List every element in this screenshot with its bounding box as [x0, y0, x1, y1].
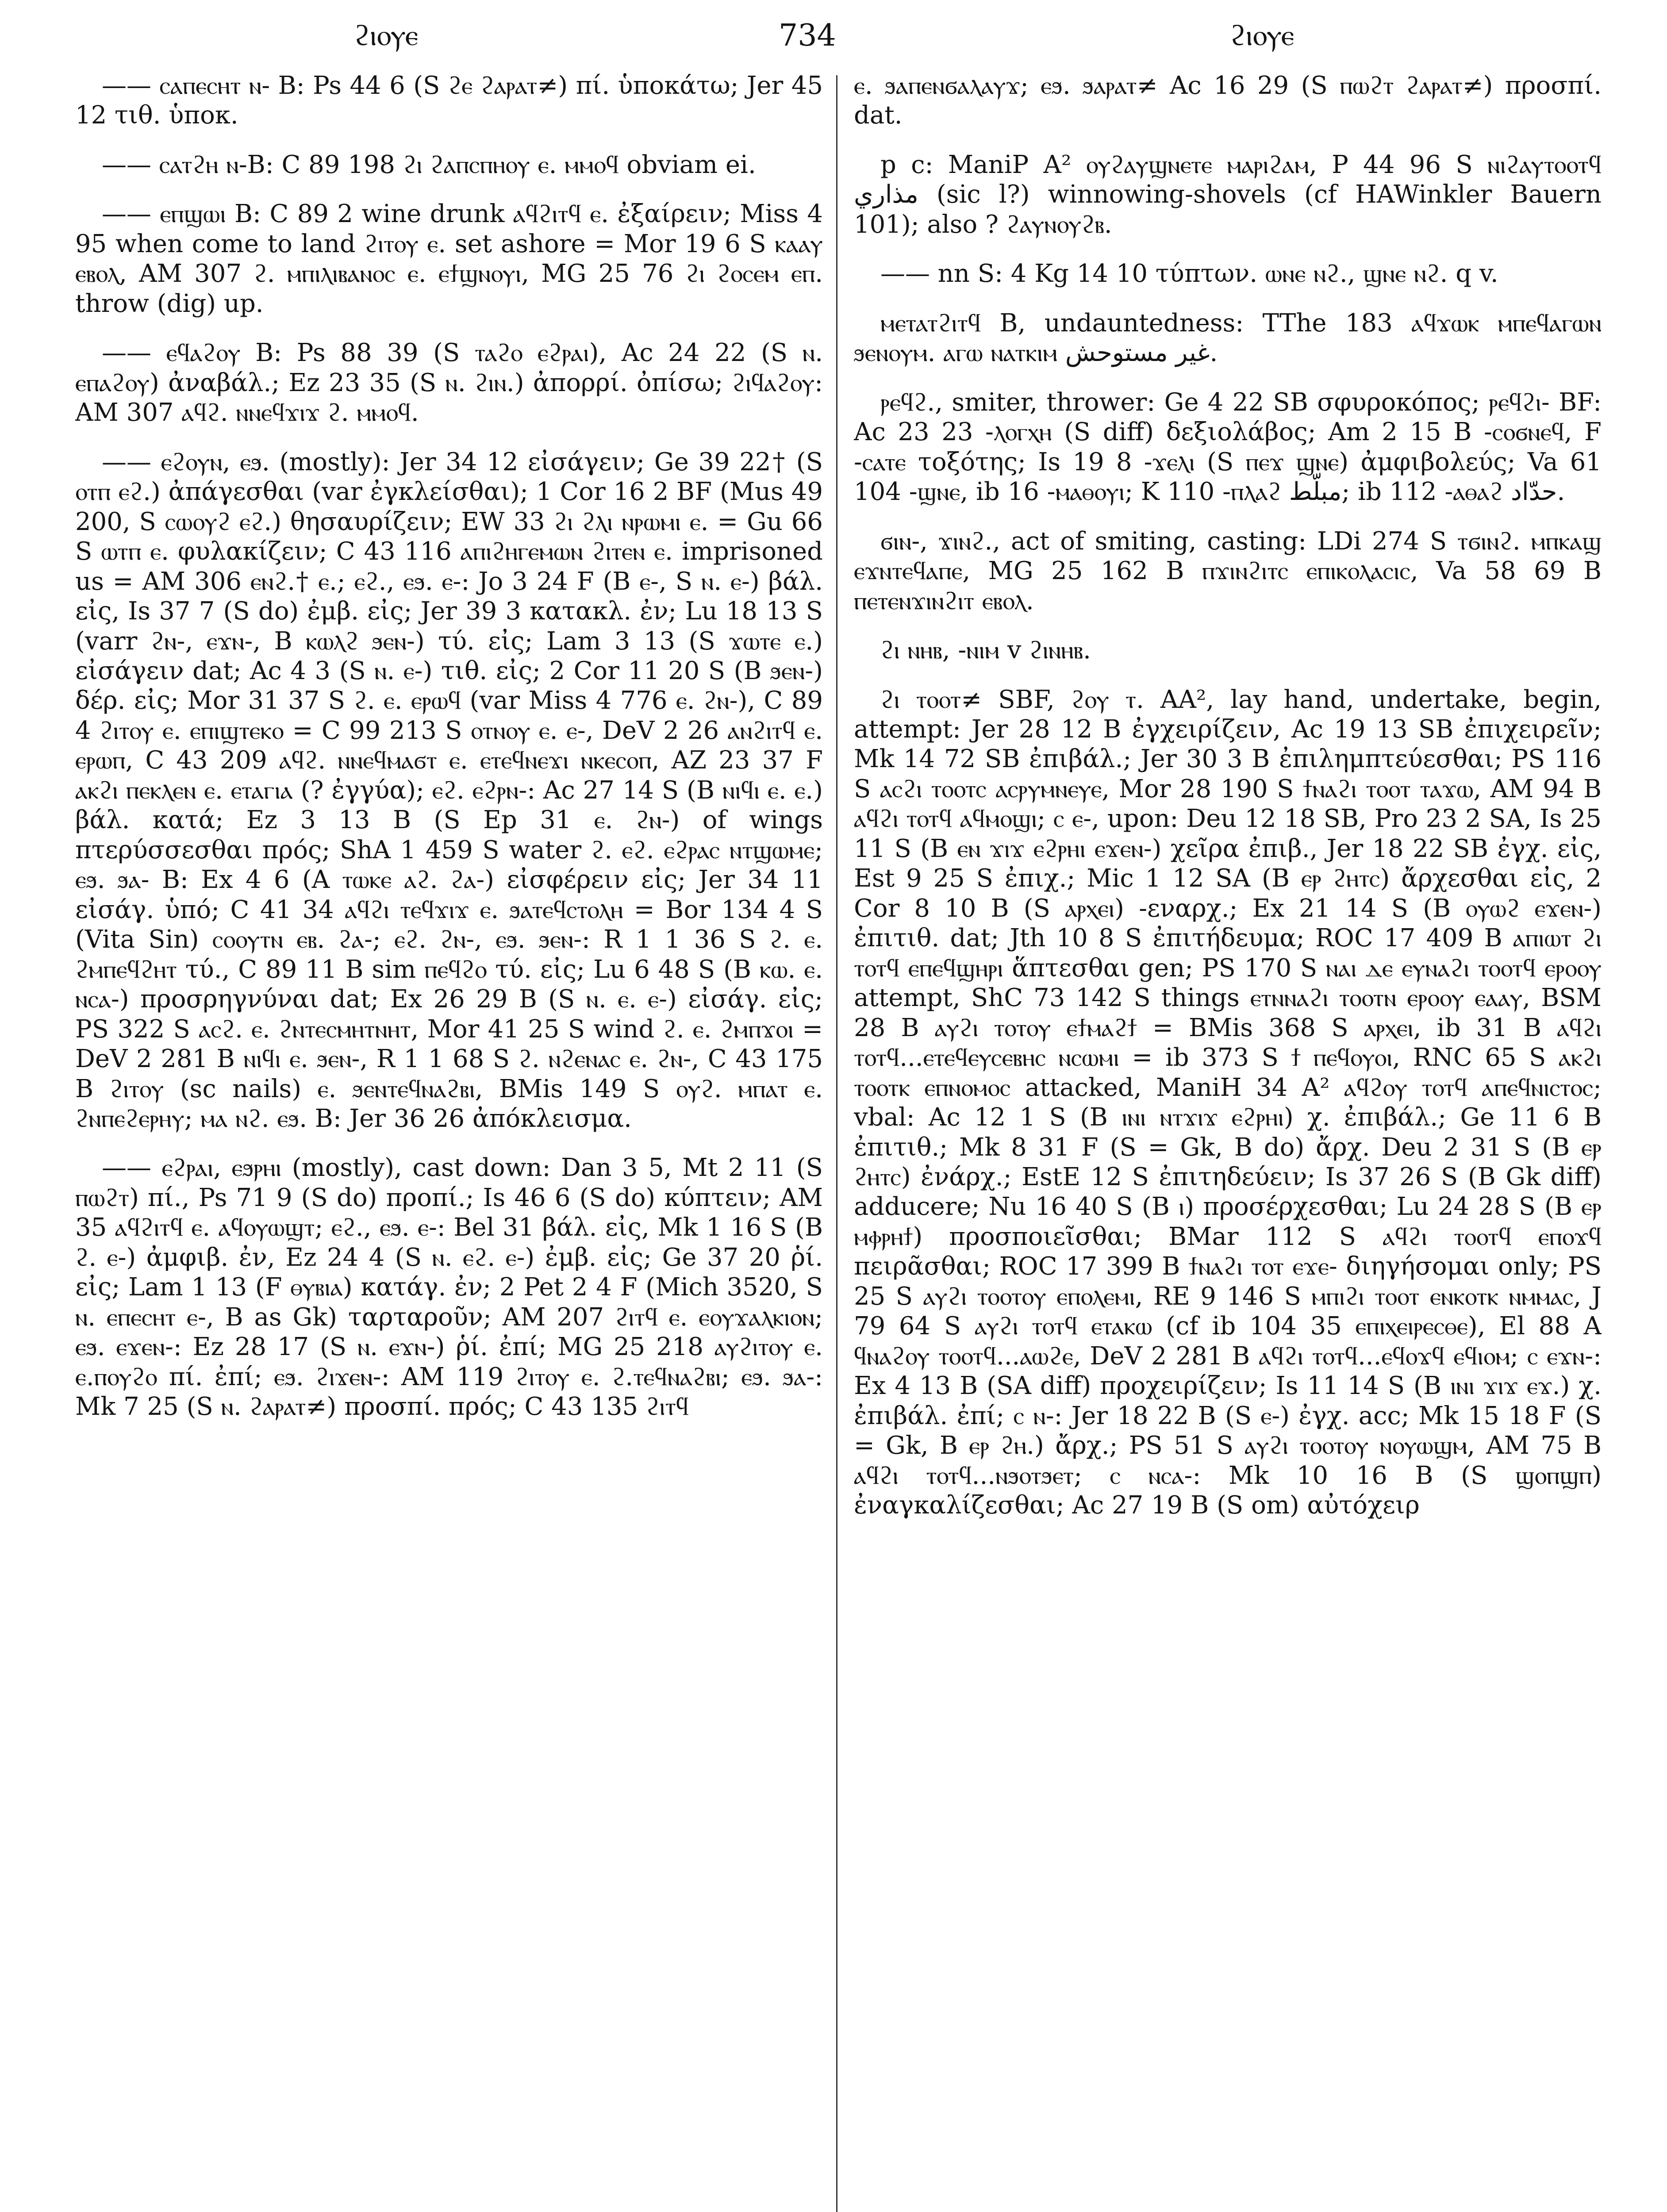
page-header	[0, 18, 1667, 71]
entry-paragraph: —— nn S: 4 Kg 14 10 τύπτων. ⲱⲛⲉ ⲛϩ., ϣⲛⲉ ⲛϩ. q v.	[880, 259, 1498, 288]
left-column	[75, 71, 823, 2212]
entry-paragraph: —— ⲉϩⲣⲁⲓ, ⲉϧⲣⲏⲓ (mostly), cast down: Dan 3 5, Mt 2 11 (S ⲡⲱϩⲧ) πί., Ps 71 9 (S do) προπί.; Is 46 6 (S do) κύπτειν; AM 35 ⲁϥϩⲓⲧϥ ⲉ. ⲁϥⲟⲩⲱϣⲧ; ⲉϩ., ⲉϧ. ⲉ-: Bel 31 βάλ. εἰς, Mk 1 16 S (B ϩ. ⲉ-) ἀμφιβ. ἐν, Ez 24 4 (S ⲛ. ⲉϩ. ⲉ-) ἐμβ. εἰς; Ge 37 20 ῥί. εἰς; Lam 1 13 (F ⲑⲩⲃⲓⲁ) κατάγ. ἐν; 2 Pet 2 4 F (Mich 3520, S ⲛ. ⲉⲡⲉⲥⲏⲧ ⲉ-, B as Gk) ταρταροῦν; AM 207 ϩⲓⲧϥ ⲉ. ⲉⲟⲩϫⲁⲗⲕⲓⲟⲛ; ⲉϧ. ⲉϫⲉⲛ-: Ez 28 17 (S ⲛ. ⲉϫⲛ-) ῥί. ἐπί; MG 25 218 ⲁⲩϩⲓⲧⲟⲩ ⲉ. ⲉ.ⲡⲟⲩϩⲟ πί. ἐπί; ⲉϧ. ϩⲓϫⲉⲛ-: AM 119 ϩⲓⲧⲟⲩ ⲉ. ϩ.ⲧⲉϥⲛⲁϩⲃⲓ; ⲉϧ. ϧⲁ-: Mk 7 25 (S ⲛ. ϩⲁⲣⲁⲧ≠) προσπί. πρός; C 43 135 ϩⲓⲧϥ	[75, 1153, 823, 1421]
entry-paragraph: p c: ManiP A² ⲟⲩϩⲁⲩϣⲛⲉⲧⲉ ⲙⲁⲣⲓϩⲁⲙ, P 44 96 S ⲛⲓϩⲁⲩⲧⲟⲟⲧϥ مذاري (sic l?) winnowing-shovels (cf HAWinkler Bauern 101); also ? ϩⲁⲩⲛⲟⲩϩⲃ.	[854, 150, 1602, 239]
running-head-left: ϩⲓⲟⲩⲉ	[354, 18, 419, 52]
column-divider	[836, 75, 837, 2212]
right-column	[854, 71, 1602, 2212]
running-head-right: ϩⲓⲟⲩⲉ	[1230, 18, 1294, 52]
entry-paragraph: —— ⲥⲁⲡⲉⲥⲏⲧ ⲛ- B: Ps 44 6 (S ϩⲉ ϩⲁⲣⲁⲧ≠) πί. ὑποκάτω; Jer 45 12 τιθ. ὑποκ.	[75, 71, 823, 130]
entry-paragraph: ϩⲓ ⲛⲏⲃ, -ⲛⲓⲙ v ϩⲓⲛⲏⲃ.	[880, 636, 1091, 665]
entry-paragraph: —— ⲉϥⲁϩⲟⲩ B: Ps 88 39 (S ⲧⲁϩⲟ ⲉϩⲣⲁⲓ), Ac 24 22 (S ⲛ. ⲉⲡⲁϩⲟⲩ) ἀναβάλ.; Ez 23 35 (S ⲛ. ϩⲓⲛ.) ἀπορρί. ὀπίσω; ϩⲓϥⲁϩⲟⲩ: AM 307 ⲁϥϩ. ⲛⲛⲉϥϫⲓϫ ϩ. ⲙⲙⲟϥ.	[75, 338, 823, 427]
entry-paragraph-continued: ⲉ. ϧⲁⲡⲉⲛϭⲁⲗⲁⲩϫ; ⲉϧ. ϧⲁⲣⲁⲧ≠ Ac 16 29 (S ⲡⲱϩⲧ ϩⲁⲣⲁⲧ≠) προσπί. dat.	[854, 71, 1602, 130]
page-number: 734	[779, 18, 836, 53]
entry-paragraph: ϩⲓ ⲧⲟⲟⲧ≠ SBF, ϩⲟⲩ ⲧ. AA², lay hand, undertake, begin, attempt: Jer 28 12 B ἐγχειρίζειν, Ac 19 13 SB ἐπιχειρεῖν; Mk 14 72 SB ἐπιβάλ.; Jer 30 3 B ἐπιλημπτεύεσθαι; PS 116 S ⲁⲥϩⲓ ⲧⲟⲟⲧⲥ ⲁⲥⲣⲩⲙⲛⲉⲩⲉ, Mor 28 190 S ϯⲛⲁϩⲓ ⲧⲟⲟⲧ ⲧⲁϫⲱ, AM 94 B ⲁϥϩⲓ ⲧⲟⲧϥ ⲁϥⲙⲟϣⲓ; ⲥ ⲉ-, upon: Deu 12 18 SB, Pro 23 2 SA, Is 25 11 S (B ⲉⲛ ϫⲓϫ ⲉϩⲣⲏⲓ ⲉϫⲉⲛ-) χεῖρα ἐπιβ., Jer 18 22 SB ἐγχ. εἰς, Est 9 25 S ἐπιχ.; Mic 1 12 SA (B ⲉⲣ ϩⲏⲧⲥ) ἄρχεσθαι εἰς, 2 Cor 8 10 B (S ⲁⲣⲭⲉⲓ) -εναρχ.; Ex 21 14 S (B ⲟⲩⲱϩ ⲉϫⲉⲛ-) ἐπιτιθ. dat; Jth 10 8 S ἐπιτήδευμα; ROC 17 409 B ⲁⲡⲓⲱⲧ ϩⲓ ⲧⲟⲧϥ ⲉⲡⲉϥϣⲏⲣⲓ ἅπτεσθαι gen; PS 170 S ⲛⲁⲓ ⲇⲉ ⲉⲩⲛⲁϩⲓ ⲧⲟⲟⲧϥ ⲉⲣⲟⲟⲩ attempt, ShC 73 142 S things ⲉⲧⲛⲛⲁϩⲓ ⲧⲟⲟⲧⲛ ⲉⲣⲟⲟⲩ ⲉⲁⲁⲩ, BSM 28 B ⲁⲩϩⲓ ⲧⲟⲧⲟⲩ ⲉϯⲙⲁϩϯ = BMis 368 S ⲁⲣⲭⲉⲓ, ib 31 B ⲁϥϩⲓ ⲧⲟⲧϥ...ⲉⲧⲉϥⲉⲩⲥⲉⲃⲏⲥ ⲛⲥⲱⲙⲓ = ib 373 S ϯ ⲡⲉϥⲟⲩⲟⲓ, RNC 65 S ⲁⲕϩⲓ ⲧⲟⲟⲧⲕ ⲉⲡⲛⲟⲙⲟⲥ attacked, ManiH 34 A² ⲁϥϩⲟⲩ ⲧⲟⲧϥ ⲁⲡⲉϥⲛⲓⲥⲧⲟⲥ; vbal: Ac 12 1 S (B ⲓⲛⲓ ⲛⲧϫⲓϫ ⲉϩⲣⲏⲓ) χ. ἐπιβάλ.; Ge 11 6 B ἐπιτιθ.; Mk 8 31 F (S = Gk, B do) ἄρχ. Deu 2 31 S (B ⲉⲣ ϩⲏⲧⲥ) ἐνάρχ.; EstE 12 S ἐπιτηδεύειν; Is 37 26 S (B Gk diff) adducere; Nu 16 40 S (B ⲓ) προσέρχεσθαι; Lu 24 28 S (B ⲉⲣ ⲙⲫⲣⲏϯ) προσποιεῖσθαι; BMar 112 S ⲁϥϩⲓ ⲧⲟⲟⲧϥ ⲉⲡⲟϫϥ πειρᾶσθαι; ROC 17 399 B ϯⲛⲁϩⲓ ⲧⲟⲧ ⲉϫⲉ- διηγήσομαι only; PS 25 S ⲁⲩϩⲓ ⲧⲟⲟⲧⲟⲩ ⲉⲡⲟⲗⲉⲙⲓ, RE 9 146 S ⲙⲡⲓϩⲓ ⲧⲟⲟⲧ ⲉⲛⲕⲟⲧⲕ ⲛⲙⲙⲁⲥ, J 79 64 S ⲁⲩϩⲓ ⲧⲟⲧϥ ⲉⲧⲁⲕⲱ (cf ib 104 35 ⲉⲡⲓⲭⲉⲓⲣⲉⲥⲑⲉ), El 88 A ϥⲛⲁϩⲟⲩ ⲧⲟⲟⲧϥ...ⲁⲱϩⲉ, DeV 2 281 B ⲁϥϩⲓ ⲧⲟⲧϥ...ⲉϥⲟϫϥ ⲉϥⲓⲟⲙ; ⲥ ⲉϫⲛ-: Ex 4 13 B (SA diff) προχειρίζειν; Is 11 14 S (B ⲓⲛⲓ ϫⲓϫ ⲉϫ.) χ. ἐπιβάλ. ἐπί; ⲥ ⲛ-: Jer 18 22 B (S ⲉ-) ἐγχ. acc; Mk 15 18 F (S = Gk, B ⲉⲣ ϩⲏ.) ἄρχ.; PS 51 S ⲁⲩϩⲓ ⲧⲟⲟⲧⲟⲩ ⲛⲟⲩⲱϣⲙ, AM 75 B ⲁϥϩⲓ ⲧⲟⲧϥ...ⲛϧⲟⲧϧⲉⲧ; ⲥ ⲛⲥⲁ-: Mk 10 16 B (S ϣⲟⲡϣⲡ) ἐναγκαλίζεσθαι; Ac 27 19 B (S om) αὐτόχειρ	[854, 685, 1602, 1520]
entry-paragraph: ϭⲓⲛ-, ϫⲓⲛϩ., act of smiting, casting: LDi 274 S ⲧϭⲓⲛϩ. ⲙⲡⲕⲁϣ ⲉϫⲛⲧⲉϥⲁⲡⲉ, MG 25 162 B ⲡϫⲓⲛϩⲓⲧⲥ ⲉⲡⲓⲕⲟⲗⲁⲥⲓⲥ, Va 58 69 B ⲡⲉⲧⲉⲛϫⲓⲛϩⲓⲧ ⲉⲃⲟⲗ.	[854, 526, 1602, 615]
entry-paragraph: ⲙⲉⲧⲁⲧϩⲓⲧϥ B, undauntedness: TThe 183 ⲁϥϫⲱⲕ ⲙⲡⲉϥⲁⲅⲱⲛ ϧⲉⲛⲟⲩⲙ. ⲁⲅⲱ ⲛⲁⲧⲕⲓⲙ غير مستوحش.	[854, 308, 1602, 368]
entry-paragraph: ⲣⲉϥϩ., smiter, thrower: Ge 4 22 SB σφυροκόπος; ⲣⲉϥϩⲓ- BF: Ac 23 23 -ⲗⲟⲅⲭⲏ (S diff) δεξιολάβος; Am 2 15 B -ⲥⲟϭⲛⲉϥ, F -ⲥⲁⲧⲉ τοξότης; Is 19 8 -ϫⲉⲗⲓ (S ⲡⲉϫ ϣⲛⲉ) ἀμφιβολεύς; Va 61 104 -ϣⲛⲉ, ib 16 -ⲙⲁⲑⲟⲩⲓ; K 110 -ⲡⲗⲁϩ مبلّط; ib 112 -ⲁⲑⲁϩ حدّاد.	[854, 388, 1602, 507]
entry-paragraph: —— ⲉⲡϣⲱⲓ B: C 89 2 wine drunk ⲁϥϩⲓⲧϥ ⲉ. ἐξαίρειν; Miss 4 95 when come to land ϩⲓⲧⲟⲩ ⲉ. set ashore = Mor 19 6 S ⲕⲁⲁⲩ ⲉⲃⲟⲗ, AM 307 ϩ. ⲙⲡⲓⲗⲓⲃⲁⲛⲟⲥ ⲉ. ⲉϯϣⲛⲟⲩⲓ, MG 25 76 ϩⲓ ϩⲟⲥⲉⲙ ⲉⲡ. throw (dig) up.	[75, 200, 823, 318]
entry-paragraph: —— ⲥⲁⲧϩⲏ ⲛ-B: C 89 198 ϩⲓ ϩⲁⲡⲥⲡⲏⲟⲩ ⲉ. ⲙⲙⲟϥ obviam ei.	[102, 150, 756, 179]
entry-paragraph: —— ⲉϩⲟⲩⲛ, ⲉϧ. (mostly): Jer 34 12 εἰσάγειν; Ge 39 22† (S ⲟⲧⲡ ⲉϩ.) ἀπάγεσθαι (var ἐγκλείσθαι); 1 Cor 16 2 BF (Mus 49 200, S ⲥⲱⲟⲩϩ ⲉϩ.) θησαυρίζειν; EW 33 ϩⲓ ϩⲗⲓ ⲛⲣⲱⲙⲓ ⲉ. = Gu 66 S ⲱⲧⲡ ⲉ. φυλακίζειν; C 43 116 ⲁⲡⲓϩⲏⲅⲉⲙⲱⲛ ϩⲓⲧⲉⲛ ⲉ. imprisoned us = AM 306 ⲉⲛϩ.† ⲉ.; ⲉϩ., ⲉϧ. ⲉ-: Jo 3 24 F (B ⲉ-, S ⲛ. ⲉ-) βάλ. εἰς, Is 37 7 (S do) ἐμβ. εἰς; Jer 39 3 κατακλ. ἐν; Lu 18 13 S (varr ϩⲛ-, ⲉϫⲛ-, B ⲕⲱⲗϩ ϧⲉⲛ-) τύ. εἰς; Lam 3 13 (S ϫⲱⲧⲉ ⲉ.) εἰσάγειν dat; Ac 4 3 (S ⲛ. ⲉ-) τιθ. εἰς; 2 Cor 11 20 S (B ϧⲉⲛ-) δέρ. εἰς; Mor 31 37 S ϩ. ⲉ. ⲉⲣⲱϥ (var Miss 4 776 ⲉ. ϩⲛ-), C 89 4 ϩⲓⲧⲟⲩ ⲉ. ⲉⲡⲓϣⲧⲉⲕⲟ = C 99 213 S ⲟⲧⲛⲟⲩ ⲉ. ⲉ-, DeV 2 26 ⲁⲛϩⲓⲧϥ ⲉ. ⲉⲣⲱⲡ, C 43 209 ⲁϥϩ. ⲛⲛⲉϥⲙⲁϭⲧ ⲉ. ⲉⲧⲉϥⲛⲉϫⲓ ⲛⲕⲉⲥⲟⲡ, AZ 23 37 F ⲁⲕϩⲓ ⲡⲉⲕⲗⲉⲛ ⲉ. ⲉⲧⲁⲅⲓⲁ (? ἐγγύα); ⲉϩ. ⲉϩⲣⲛ-: Ac 27 14 S (B ⲛⲓϥⲓ ⲉ. ⲉ.) βάλ. κατά; Ez 3 13 B (S Ep 31 ⲉ. ϩⲛ-) of wings πτερύσσεσθαι πρός; ShA 1 459 S water ϩ. ⲉϩ. ⲉϩⲣⲁⲥ ⲛⲧϣⲱⲙⲉ; ⲉϧ. ϧⲁ- B: Ex 4 6 (A ⲧⲱⲕⲉ ⲁϩ. ϩⲁ-) εἰσφέρειν εἰς; Jer 34 11 εἰσάγ. ὑπό; C 41 34 ⲁϥϩⲓ ⲧⲉϥϫⲓϫ ⲉ. ϧⲁⲧⲉϥⲥⲧⲟⲗⲏ = Bor 134 4 S (Vita Sin) ⲥⲟⲟⲩⲧⲛ ⲉⲃ. ϩⲁ-; ⲉϩ. ϩⲛ-, ⲉϧ. ϧⲉⲛ-: R 1 1 36 S ϩ. ⲉ. ϩⲙⲡⲉϥϩⲏⲧ τύ., C 89 11 B sim ⲡⲉϥϩⲟ τύ. εἰς; Lu 6 48 S (B ⲕⲱ. ⲉ. ⲛⲥⲁ-) προσρηγνύναι dat; Ex 26 29 B (S ⲛ. ⲉ. ⲉ-) εἰσάγ. εἰς; PS 322 S ⲁⲥϩ. ⲉ. ϩⲛⲧⲉⲥⲙⲏⲧⲛⲏⲧ, Mor 41 25 S wind ϩ. ⲉ. ϩⲙⲡϫⲟⲓ = DeV 2 281 B ⲛⲓϥⲓ ⲉ. ϧⲉⲛ-, R 1 1 68 S ϩ. ⲛϩⲉⲛⲁⲥ ⲉ. ϩⲛ-, C 43 175 B ϩⲓⲧⲟⲩ (sc nails) ⲉ. ϧⲉⲛⲧⲉϥⲛⲁϩⲃⲓ, BMis 149 S ⲟⲩϩ. ⲙⲡⲁⲧ ⲉ. ϩⲛⲡⲉϩⲉⲣⲏⲩ; ⲙⲁ ⲛϩ. ⲉϧ. B: Jer 36 26 ἀπόκλεισμα.	[75, 447, 823, 1133]
